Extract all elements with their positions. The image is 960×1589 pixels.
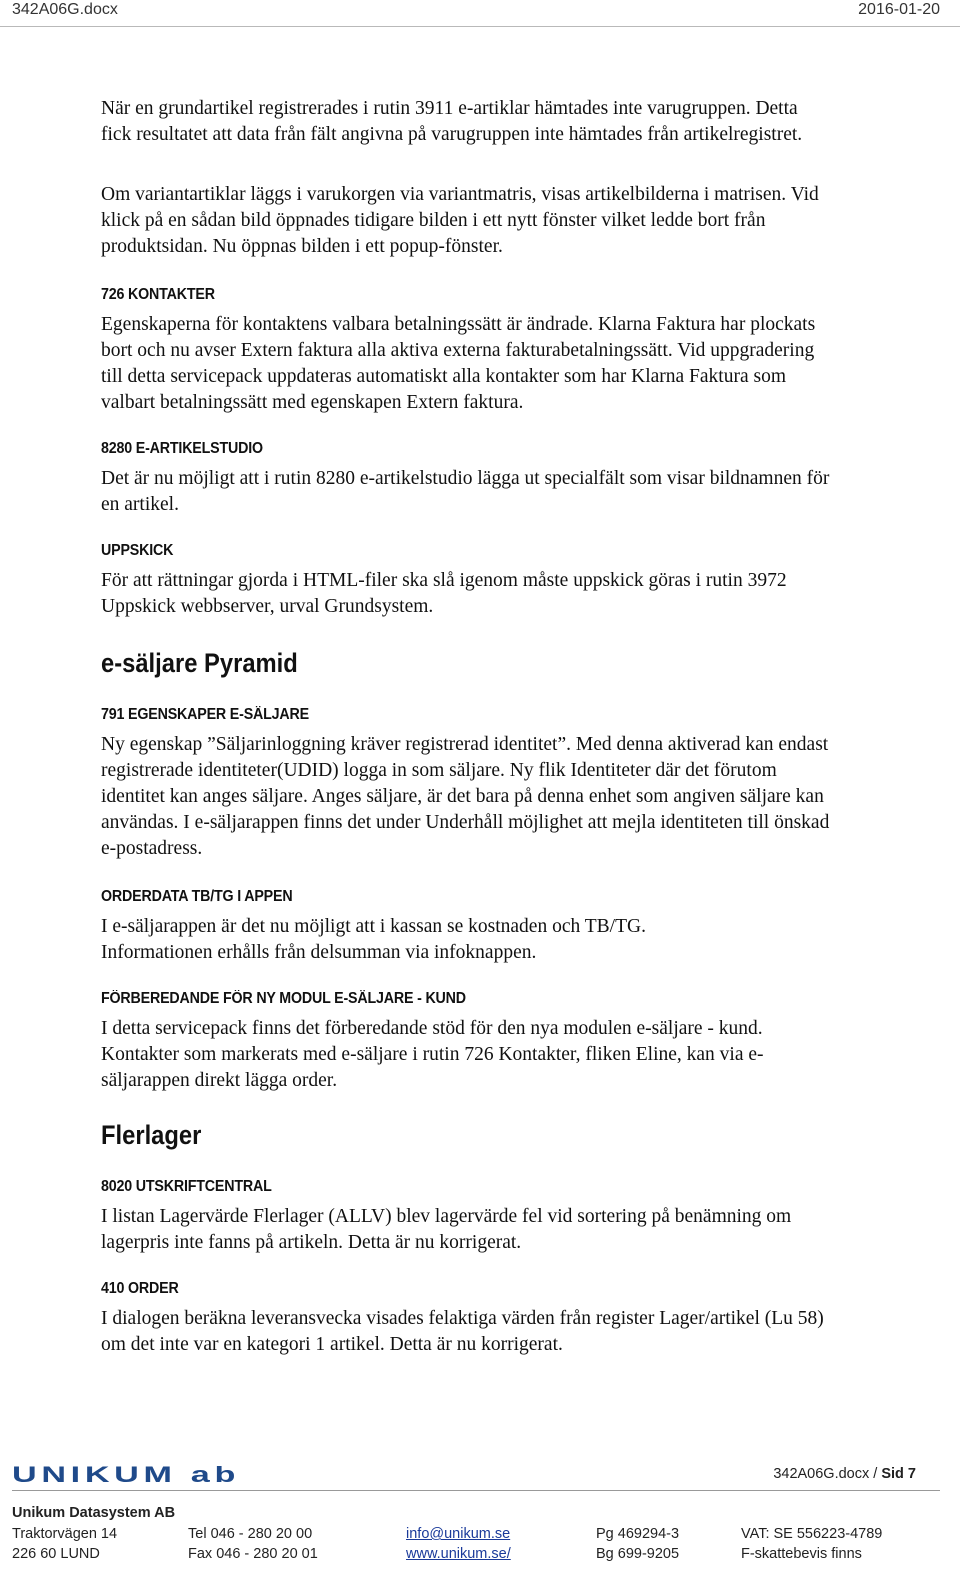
paragraph-line: klick på en sådan bild öppnades tidigare bilden i ett nytt fönster vilket ledde bort från bbox=[101, 210, 766, 231]
paragraph bbox=[101, 914, 646, 966]
paragraph-line: Uppskick webbserver, urval Grundsystem. bbox=[101, 596, 434, 617]
paragraph-line: I listan Lagervärde Flerlager (ALLV) blev lagervärde fel vid sortering på benämning om bbox=[101, 1206, 792, 1227]
section-heading: 791 EGENSKAPER E-SÄLJARE bbox=[101, 706, 309, 723]
paragraph-line: säljarappen direkt lägga order. bbox=[101, 1070, 338, 1091]
section-heading: 726 KONTAKTER bbox=[101, 286, 215, 303]
footer-address bbox=[12, 1524, 117, 1564]
address-city: 226 60 LUND bbox=[12, 1546, 100, 1562]
paragraph-line: bort och nu avser Extern faktura alla aktiva externa fakturabetalningssätt. Vid uppgradering bbox=[101, 340, 815, 361]
paragraph-line: fick resultatet att data från fält angivna på varugruppen inte hämtades från artikelregistret. bbox=[101, 124, 803, 145]
unikum-logo bbox=[12, 1463, 242, 1485]
paragraph bbox=[101, 182, 819, 260]
footer-contact bbox=[406, 1524, 511, 1564]
paragraph-line: I detta servicepack finns det förberedande stöd för den nya modulen e-säljare - kund. bbox=[101, 1018, 763, 1039]
paragraph-line: Om variantartiklar läggs i varukorgen via variantmatris, visas artikelbilderna i matrisen. Vid bbox=[101, 184, 819, 205]
page-number: Sid 7 bbox=[881, 1466, 916, 1482]
paragraph-line: Ny egenskap ”Säljarinloggning kräver registrerad identitet”. Med denna aktiverad kan endast bbox=[101, 734, 829, 755]
tax-certificate: F-skattebevis finns bbox=[741, 1546, 862, 1562]
paragraph-line: Informationen erhålls från delsumman via infoknappen. bbox=[101, 942, 537, 963]
paragraph-line: identitet kan anges säljare. Anges säljare, är det bara på denna enhet som angiven säljare kan bbox=[101, 786, 824, 807]
vat-number: VAT: SE 556223-4789 bbox=[741, 1526, 883, 1542]
paragraph-line: Egenskaperna för kontaktens valbara betalningssätt är ändrade. Klarna Faktura har plockats bbox=[101, 314, 816, 335]
paragraph-line: om det inte var en kategori 1 artikel. Detta är nu korrigerat. bbox=[101, 1334, 563, 1355]
chapter-heading: Flerlager bbox=[101, 1120, 202, 1150]
header-date: 2016-01-20 bbox=[858, 1, 940, 18]
paragraph-line: till detta servicepack uppdateras automatiskt alla kontakter som har Klarna Faktura som bbox=[101, 366, 786, 387]
paragraph-line: När en grundartikel registrerades i rutin 3911 e-artiklar hämtades inte varugruppen. Detta bbox=[101, 98, 798, 119]
footer-phone bbox=[188, 1524, 318, 1564]
paragraph-line: valbart betalningssätt med egenskapen Extern faktura. bbox=[101, 392, 524, 413]
footer-divider bbox=[12, 1490, 940, 1491]
paragraph bbox=[101, 466, 829, 518]
bankgiro: Bg 699-9205 bbox=[596, 1546, 680, 1562]
svg-text:UNIKUM ab: UNIKUM ab bbox=[12, 1463, 241, 1485]
plusgiro: Pg 469294-3 bbox=[596, 1526, 680, 1542]
paragraph-line: Det är nu möjligt att i rutin 8280 e-artikelstudio lägga ut specialfält som visar bildnamnen för bbox=[101, 468, 830, 489]
page-file: 342A06G.docx bbox=[773, 1466, 870, 1482]
fax-number: Fax 046 - 280 20 01 bbox=[188, 1546, 318, 1562]
phone-number: Tel 046 - 280 20 00 bbox=[188, 1526, 313, 1542]
email-link[interactable]: info@unikum.se bbox=[406, 1526, 511, 1542]
paragraph bbox=[101, 1204, 791, 1256]
chapter-heading: e-säljare Pyramid bbox=[101, 648, 298, 678]
paragraph-line: Kontakter som markerats med e-säljare i rutin 726 Kontakter, fliken Eline, kan via e- bbox=[101, 1044, 764, 1065]
company-name: Unikum Datasystem AB bbox=[12, 1505, 176, 1521]
section-heading: 410 ORDER bbox=[101, 1280, 179, 1297]
page-indicator bbox=[773, 1466, 916, 1482]
paragraph bbox=[101, 96, 802, 148]
paragraph bbox=[101, 312, 815, 416]
paragraph-line: en artikel. bbox=[101, 494, 179, 515]
paragraph bbox=[101, 732, 829, 862]
paragraph bbox=[101, 568, 787, 620]
paragraph-line: För att rättningar gjorda i HTML-filer ska slå igenom måste uppskick göras i rutin 3972 bbox=[101, 570, 787, 591]
paragraph-line: lagerpris inte fanns på artikeln. Detta är nu korrigerat. bbox=[101, 1232, 522, 1253]
section-heading: UPPSKICK bbox=[101, 542, 174, 559]
paragraph-line: registrerade identiteter(UDID) logga in som säljare. Ny flik Identiteter där det förutom bbox=[101, 760, 777, 781]
paragraph-line: användas. I e-säljarappen finns det under Underhåll möjlighet att mejla identiteten till önskad bbox=[101, 812, 830, 833]
footer-giro bbox=[596, 1524, 679, 1564]
website-link[interactable]: www.unikum.se/ bbox=[406, 1546, 511, 1562]
paragraph bbox=[101, 1016, 764, 1094]
header-filename: 342A06G.docx bbox=[12, 1, 118, 18]
page-sep: / bbox=[873, 1466, 878, 1482]
paragraph bbox=[101, 1306, 824, 1358]
paragraph-line: e-postadress. bbox=[101, 838, 203, 859]
section-heading: ORDERDATA TB/TG I APPEN bbox=[101, 888, 293, 905]
section-heading: FÖRBEREDANDE FÖR NY MODUL E-SÄLJARE - KUND bbox=[101, 990, 466, 1007]
paragraph-line: I e-säljarappen är det nu möjligt att i kassan se kostnaden och TB/TG. bbox=[101, 916, 646, 937]
section-heading: 8280 E-ARTIKELSTUDIO bbox=[101, 440, 263, 457]
paragraph-line: I dialogen beräkna leveransvecka visades felaktiga värden från register Lager/artikel (Lu 58) bbox=[101, 1308, 824, 1329]
footer-tax bbox=[741, 1524, 882, 1564]
address-street: Traktorvägen 14 bbox=[12, 1526, 118, 1542]
section-heading: 8020 UTSKRIFTCENTRAL bbox=[101, 1178, 272, 1195]
paragraph-line: produktsidan. Nu öppnas bilden i ett popup-fönster. bbox=[101, 236, 503, 257]
document-header bbox=[0, 0, 960, 27]
